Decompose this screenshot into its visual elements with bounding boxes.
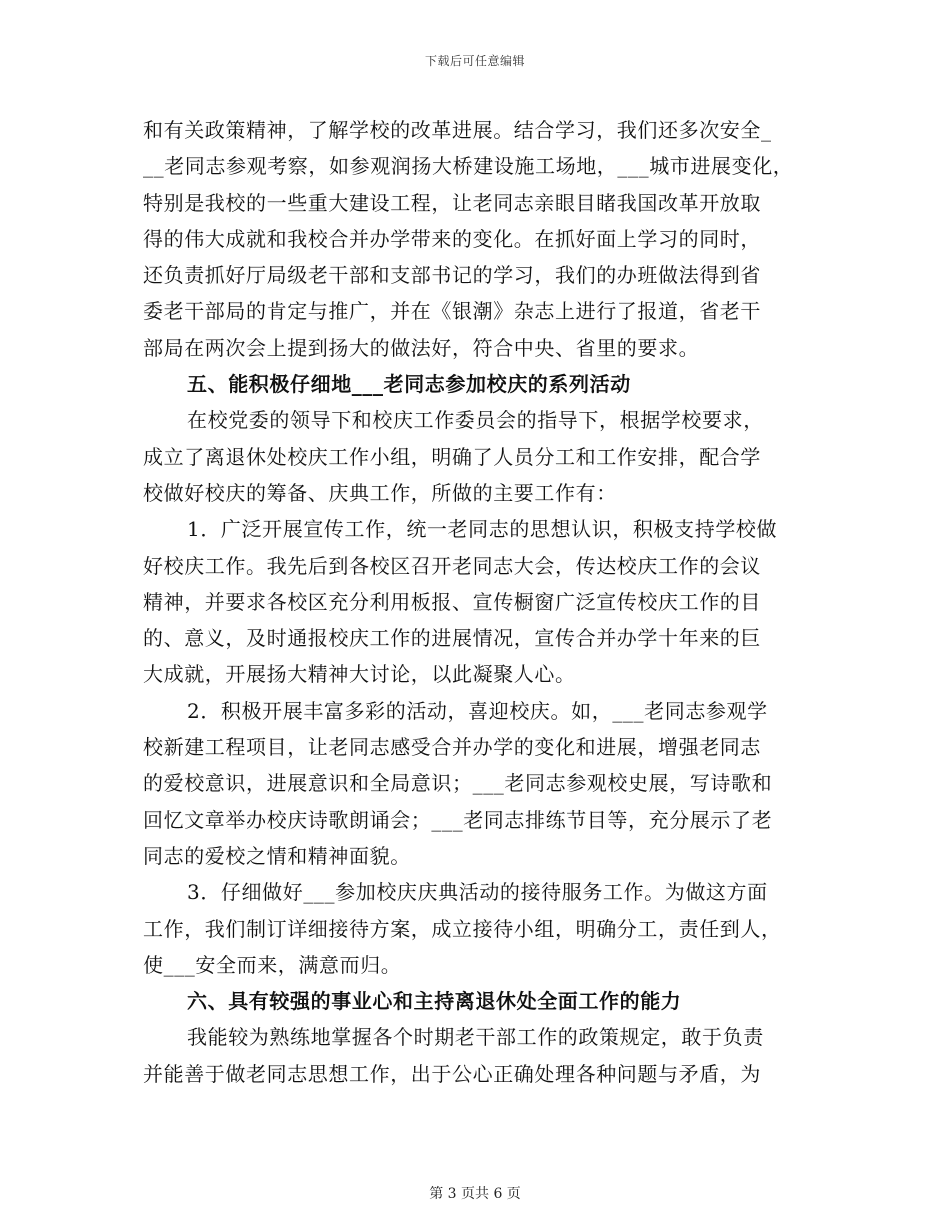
- section-heading: 六、具有较强的事业心和主持离退休处全面工作的能力: [187, 989, 682, 1014]
- text-line: 并能善于做老同志思想工作，出于公心正确处理各种问题与矛盾，为: [143, 1061, 761, 1086]
- text-line: __老同志参观考察，如参观润扬大桥建设施工场地，___城市进展变化，: [143, 154, 794, 179]
- text-line: 回忆文章举办校庆诗歌朗诵会；___老同志排练节目等，充分展示了老: [143, 807, 773, 832]
- text-line: 我能较为熟练地掌握各个时期老干部工作的政策规定，敢于负责: [187, 1025, 764, 1050]
- document-body: [143, 112, 813, 1092]
- text-line: 在校党委的领导下和校庆工作委员会的指导下，根据学校要求，: [187, 408, 764, 433]
- section-heading: 五、能积极仔细地___老同志参加校庆的系列活动: [187, 372, 631, 397]
- text-line: 校做好校庆的筹备、庆典工作，所做的主要工作有：: [143, 480, 617, 505]
- text-line: 使___安全而来，满意而归。: [143, 952, 402, 977]
- text-line: 好校庆工作。我先后到各校区召开老同志大会，传达校庆工作的会议: [143, 553, 761, 578]
- text-line: 得的伟大成就和我校合并办学带来的变化。在抓好面上学习的同时，: [143, 226, 761, 251]
- text-line: 同志的爱校之情和精神面貌。: [143, 843, 411, 868]
- text-line: 和有关政策精神，了解学校的改革进展。结合学习，我们还多次安全_: [143, 118, 772, 142]
- text-line: 2．积极开展丰富多彩的活动，喜迎校庆。如，___老同志参观学: [187, 698, 768, 723]
- text-line: 精神，并要求各校区充分利用板报、宣传橱窗广泛宣传校庆工作的目: [143, 589, 761, 614]
- text-line: 大成就，开展扬大精神大讨论，以此凝聚人心。: [143, 662, 576, 687]
- text-line: 校新建工程项目，让老同志感受合并办学的变化和进展，增强老同志: [143, 735, 761, 760]
- page-header: 下载后可任意编辑: [424, 54, 525, 68]
- text-line: 的、意义，及时通报校庆工作的进展情况，宣传合并办学十年来的巨: [143, 626, 761, 651]
- page-number-footer: 第 3 页共 6 页: [429, 1186, 521, 1202]
- text-line: 特别是我校的一些重大建设工程，让老同志亲眼目睹我国改革开放取: [143, 190, 761, 215]
- text-line: 部局在两次会上提到扬大的做法好，符合中央、省里的要求。: [143, 335, 700, 360]
- text-line: 3．仔细做好___参加校庆庆典活动的接待服务工作。为做这方面: [187, 880, 768, 905]
- text-line: 工作，我们制订详细接待方案，成立接待小组，明确分工，责任到人，: [143, 916, 782, 941]
- text-line: 委老干部局的肯定与推广，并在《银潮》杂志上进行了报道，省老干: [143, 299, 761, 324]
- text-line: 成立了离退休处校庆工作小组，明确了人员分工和工作安排，配合学: [143, 444, 761, 469]
- text-line: 1．广泛开展宣传工作，统一老同志的思想认识，积极支持学校做: [187, 517, 778, 542]
- text-line: 还负责抓好厅局级老干部和支部书记的学习，我们的办班做法得到省: [143, 263, 761, 288]
- text-line: 的爱校意识，进展意识和全局意识；___老同志参观校史展，写诗歌和: [143, 771, 773, 796]
